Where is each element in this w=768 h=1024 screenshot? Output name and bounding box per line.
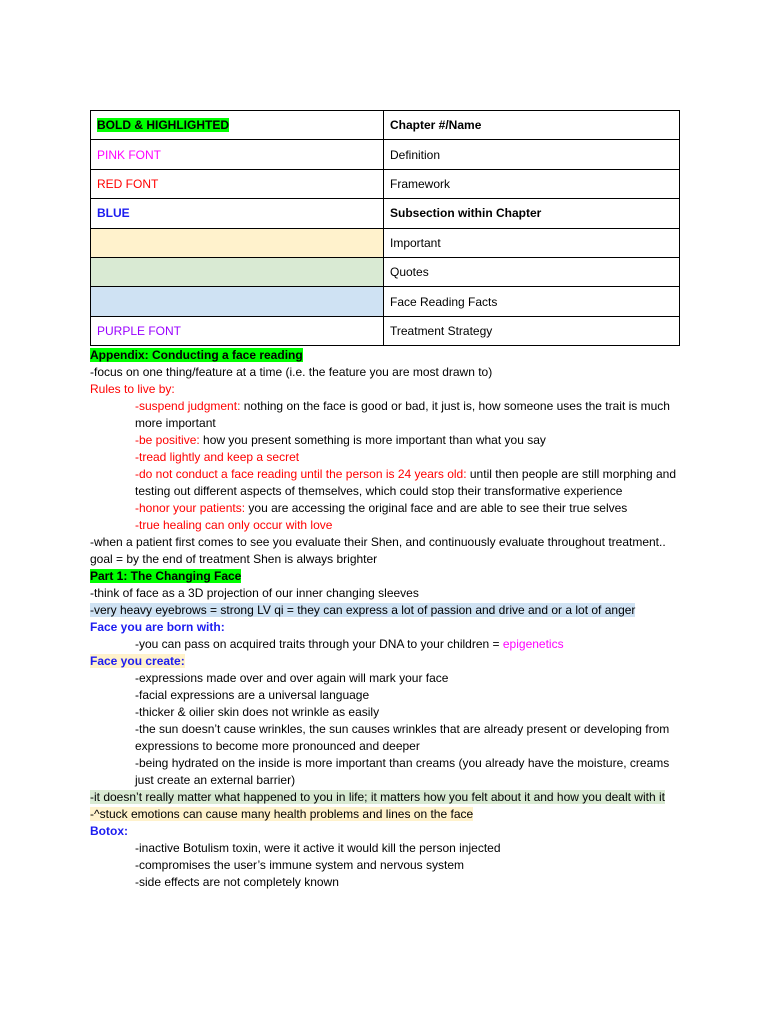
botox-heading: Botox: bbox=[90, 824, 128, 839]
notes-body bbox=[90, 347, 680, 891]
legend-key-blue: BLUE bbox=[91, 199, 384, 228]
legend-key-red: RED FONT bbox=[91, 169, 384, 198]
eyebrows-fact: -very heavy eyebrows = strong LV qi = they can express a lot of passion and drive and or a lot of anger bbox=[90, 603, 636, 618]
rule-item bbox=[90, 466, 680, 500]
legend-meaning-cell: Framework bbox=[384, 169, 680, 198]
rules-heading: Rules to live by: bbox=[90, 382, 175, 397]
botox-item: -inactive Botulism toxin, were it active it would kill the person injected bbox=[135, 841, 501, 856]
appendix-heading: Appendix: Conducting a face reading bbox=[90, 348, 303, 363]
legend-row bbox=[91, 257, 680, 286]
quote-text: -it doesn’t really matter what happened to you in life; it matters how you felt about it and how you dealt with it bbox=[90, 790, 665, 805]
rule-item bbox=[90, 398, 680, 432]
legend-key-cell bbox=[91, 111, 384, 140]
born-text: -you can pass on acquired traits through your DNA to your children = bbox=[135, 637, 503, 652]
born-heading: Face you are born with: bbox=[90, 620, 225, 635]
focus-note: -focus on one thing/feature at a time (i.e. the feature you are most drawn to) bbox=[90, 365, 493, 380]
rule-label: -do not conduct a face reading until the person is 24 years old: bbox=[135, 467, 467, 482]
rule-text: how you present something is more important than what you say bbox=[199, 433, 546, 448]
rule-text: until then people are still morphing and testing out different aspects of themselves, which could stop their transformative experience bbox=[135, 467, 677, 499]
legend-key-purple: PURPLE FONT bbox=[91, 316, 384, 345]
rule-text: you are accessing the original face and are able to see their true selves bbox=[245, 501, 628, 516]
legend-meaning-cell: Chapter #/Name bbox=[384, 111, 680, 140]
legend-row bbox=[91, 111, 680, 140]
legend-meaning-cell: Important bbox=[384, 228, 680, 257]
legend-key-pink: PINK FONT bbox=[91, 140, 384, 169]
legend-meaning-cell: Face Reading Facts bbox=[384, 287, 680, 316]
legend-row bbox=[91, 316, 680, 345]
botox-item: -compromises the user’s immune system and nervous system bbox=[135, 858, 465, 873]
legend-meaning-cell: Definition bbox=[384, 140, 680, 169]
legend-swatch-green bbox=[91, 257, 384, 286]
epigenetics-definition: epigenetics bbox=[502, 637, 564, 652]
rule-item: -true healing can only occur with love bbox=[135, 518, 333, 533]
legend-meaning-cell: Quotes bbox=[384, 257, 680, 286]
legend-meaning-cell: Subsection within Chapter bbox=[384, 199, 680, 228]
create-item: -facial expressions are a universal language bbox=[135, 688, 370, 703]
legend-row bbox=[91, 228, 680, 257]
create-item: -expressions made over and over again will mark your face bbox=[135, 671, 449, 686]
think-face-note: -think of face as a 3D projection of our inner changing sleeves bbox=[90, 586, 419, 601]
legend-row bbox=[91, 169, 680, 198]
legend-row bbox=[91, 140, 680, 169]
patient-first-note: -when a patient first comes to see you evaluate their Shen, and continuously evaluate throughout treatment.. goal = by the end of treatment Shen is always brighter bbox=[90, 535, 666, 567]
botox-item: -side effects are not completely known bbox=[135, 875, 339, 890]
rule-item bbox=[90, 500, 680, 517]
legend-meaning-cell: Treatment Strategy bbox=[384, 316, 680, 345]
legend-swatch-blue bbox=[91, 287, 384, 316]
born-note bbox=[90, 636, 680, 653]
rule-label: -be positive: bbox=[135, 433, 200, 448]
legend-key-bold-highlighted: BOLD & HIGHLIGHTED bbox=[97, 118, 229, 133]
rule-item: -tread lightly and keep a secret bbox=[135, 450, 300, 465]
part1-heading: Part 1: The Changing Face bbox=[90, 569, 242, 584]
stuck-emotions-note: -^stuck emotions can cause many health problems and lines on the face bbox=[90, 807, 474, 822]
create-heading: Face you create: bbox=[90, 654, 185, 669]
rule-item bbox=[90, 432, 680, 449]
document-page bbox=[90, 110, 680, 891]
create-item: -being hydrated on the inside is more important than creams (you already have the moisture, creams just create an external barrier) bbox=[135, 756, 670, 788]
create-item: -the sun doesn’t cause wrinkles, the sun causes wrinkles that are already present or developing from expressions to become more pronounced and deeper bbox=[135, 722, 670, 754]
create-item: -thicker & oilier skin does not wrinkle as easily bbox=[135, 705, 380, 720]
rule-label: -suspend judgment: bbox=[135, 399, 241, 414]
legend-row bbox=[91, 287, 680, 316]
rule-text: nothing on the face is good or bad, it just is, how someone uses the trait is much more important bbox=[135, 399, 670, 431]
color-legend-table bbox=[90, 110, 680, 346]
legend-swatch-yellow bbox=[91, 228, 384, 257]
rule-label: -honor your patients: bbox=[135, 501, 246, 516]
legend-row bbox=[91, 199, 680, 228]
